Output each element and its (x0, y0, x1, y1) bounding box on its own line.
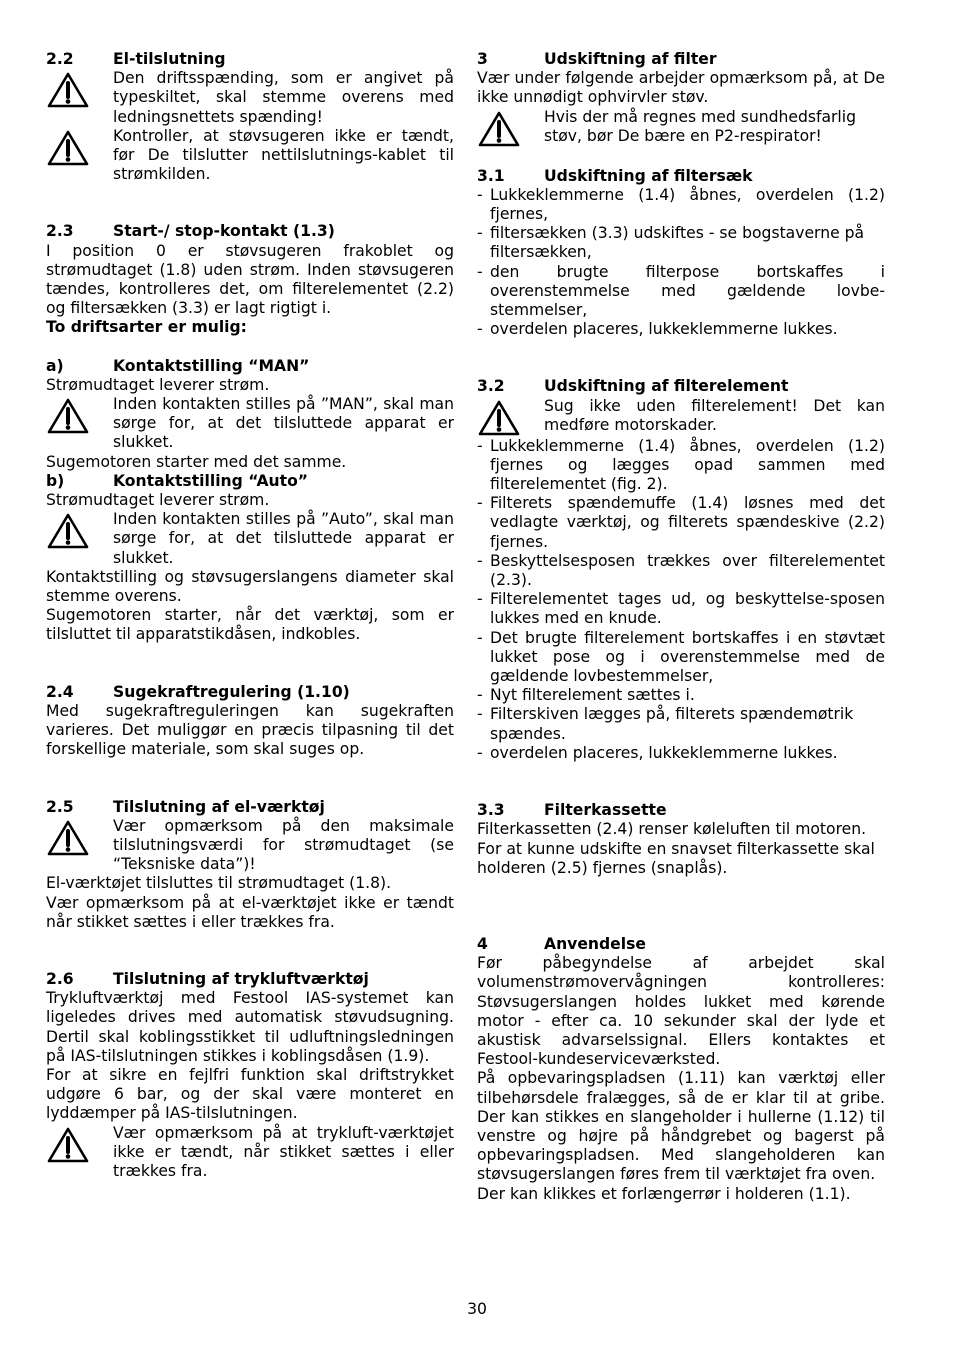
section-heading: 3.2 Udskiftning af filterelement (477, 377, 789, 396)
section-heading: 2.2 El-tilslutning (46, 50, 226, 68)
paragraph: Før påbegyndelse af arbejdet skal volumenstrømovervågningen kontrolleres: Støvsugerslangen holdes lukket med kørende motor - efter ca. 10 sekunder skal der lyde et akustisk advarselssignal. Ellers kontaktes et Festool-kundeserviceværksted. (477, 954, 885, 1069)
warning-block: Sug ikke uden filterelement! Det kan medføre motorskader. (477, 397, 885, 437)
list-item: - overdelen placeres, lukkeklemmerne lukkes. (477, 743, 838, 762)
list-item: - Filterskiven lægges på, filterets spændemøtrik spændes. (477, 705, 854, 743)
paragraph: Sugemotoren starter med det samme. (46, 452, 347, 471)
page-number: 30 (467, 1300, 487, 1318)
warning-block: Inden kontakten stilles på ”MAN”, skal man sørge for, at det tilsluttede apparat er slukket. (46, 395, 454, 453)
warning-triangle-icon (46, 510, 113, 550)
list-item: - overdelen placeres, lukkeklemmerne lukkes. (477, 320, 838, 339)
paragraph: Kontaktstilling og støvsugerslangens diameter skal stemme overens. (46, 567, 454, 606)
paragraph: El-værktøjet tilsluttes til strømudtaget (1.8). (46, 874, 392, 893)
section-heading: 2.5 Tilslutning af el-værktøj (46, 797, 325, 816)
paragraph: Trykluftværktøj med Festool IAS-systemet kan ligeledes drives med automatisk støvudsugning. Dertil skal koblingsstikket til udluftningsledningen på IAS-tilslutningen stikkes i koblingsdåsen (1.9). (46, 989, 454, 1065)
list-item: - filtersækken (3.3) udskiftes - se bogstaverne på filtersækken, (477, 224, 865, 262)
warning-triangle-icon (46, 817, 113, 857)
paragraph: Med sugekraftreguleringen kan sugekraften varieres. Det muliggør en præcis tilpasning til det forskellige materiale, som skal suges op. (46, 701, 454, 759)
paragraph: I position 0 er støvsugeren frakoblet og strømudtaget (1.8) uden strøm. Inden støvsugeren tændes, kontrolleres det, om filterelementet (2.2) og filtersækken (3.3) er lagt rigtigt i. (46, 241, 454, 318)
section-heading: 2.3 Start-/ stop-kontakt (1.3) (46, 222, 335, 241)
section-heading: 3.3 Filterkassette (477, 801, 667, 820)
section-heading: 3.1 Udskiftning af filtersæk (477, 166, 753, 185)
warning-triangle-icon (46, 127, 113, 167)
paragraph: På opbevaringspladsen (1.11) kan værktøj eller tilbehørsdele fralægges, så de er klar til at gribe. Der kan stikkes en slangeholder i hullerne (1.12) til venstre og højre på håndgrebet og bagerst på opbevaringspladsen. Med slangeholderen kan støvsugerslangen føres frem til værktøjet fra oven. (477, 1069, 885, 1184)
list-item: - Nyt filterelement sættes i. (477, 686, 695, 705)
list-item: - Beskyttelsesposen trækkes over filterelementet (2.3). (477, 551, 885, 590)
paragraph: Strømudtaget leverer strøm. (46, 375, 270, 394)
bold-paragraph: To driftsarter er mulig: (46, 318, 247, 337)
paragraph: Sugemotoren starter, når det værktøj, som er tilsluttet til apparatstikdåsen, indkobles. (46, 606, 454, 644)
list-item: - Filterets spændemuffe (1.4) løsnes med det vedlagte værktøj, og filterets spændeskive (2.2) fjernes. (477, 494, 885, 551)
warning-triangle-icon (46, 69, 113, 109)
warning-triangle-icon (477, 108, 544, 148)
paragraph: Vær under følgende arbejder opmærksom på, at De ikke unnødigt ophvirvler støv. (477, 69, 885, 107)
paragraph: Vær opmærksom på at el-værktøjet ikke er tændt når stikket sættes i eller trækkes fra. (46, 893, 454, 931)
warning-block: Hvis der må regnes med sundhedsfarlig støv, bør De bære en P2-respirator! (477, 108, 885, 148)
warning-block: Kontroller, at støvsugeren ikke er tændt, før De tilslutter nettilslutnings-kablet til strømkilden. (46, 127, 454, 185)
right-column (477, 50, 885, 1204)
list-item: - Lukkeklemmerne (1.4) åbnes, overdelen (1.2) fjernes og lægges opad sammen med filterelementet (fig. 2). (477, 436, 885, 494)
section-heading: 4 Anvendelse (477, 934, 646, 953)
left-column (46, 50, 454, 1181)
paragraph: For at kunne udskifte en snavset filterkassette skal holderen (2.5) fjernes (snaplås). (477, 839, 875, 877)
paragraph: Der kan klikkes et forlængerrør i holderen (1.1). (477, 1184, 851, 1203)
section-heading: 2.4 Sugekraftregulering (1.10) (46, 682, 350, 701)
section-heading: 2.6 Tilslutning af trykluftværktøj (46, 969, 369, 988)
warning-block: Den driftsspænding, som er angivet på typeskiltet, skal stemme overens med ledningsnettets spænding! (46, 69, 454, 127)
warning-triangle-icon (46, 1124, 113, 1164)
list-item: - Filterelementet tages ud, og beskyttelse-sposen lukkes med en knude. (477, 590, 885, 628)
section-heading: 3 Udskiftning af filter (477, 50, 717, 68)
subsection-heading: b) Kontaktstilling “Auto” (46, 471, 309, 490)
paragraph: For at sikre en fejlfri funktion skal driftstrykket udgøre 6 bar, og der skal være monteret en lyddæmper på IAS-tilslutningen. (46, 1065, 454, 1123)
list-item: - Lukkeklemmerne (1.4) åbnes, overdelen (1.2) fjernes, (477, 185, 885, 224)
paragraph: Strømudtaget leverer strøm. (46, 491, 270, 510)
list-item: - Det brugte filterelement bortskaffes i en støvtæt lukket pose og i overenstemmelse med de gældende lovbestemmelser, (477, 628, 885, 686)
warning-triangle-icon (477, 397, 544, 437)
warning-triangle-icon (46, 395, 113, 435)
subsection-heading: a) Kontaktstilling “MAN” (46, 356, 310, 375)
warning-block: Inden kontakten stilles på ”Auto”, skal man sørge for, at det tilsluttede apparat er slukket. (46, 510, 454, 568)
warning-block: Vær opmærksom på den maksimale tilslutningsværdi for strømudtaget (se “Teksniske data”)! (46, 817, 454, 875)
list-item: - den brugte filterpose bortskaffes i overenstemmelse med gældende lovbe-stemmelser, (477, 262, 885, 320)
paragraph: Filterkassetten (2.4) renser køleluften til motoren. (477, 820, 867, 839)
warning-block: Vær opmærksom på at trykluft-værktøjet ikke er tændt, når stikket sættes i eller trækkes fra. (46, 1124, 454, 1182)
